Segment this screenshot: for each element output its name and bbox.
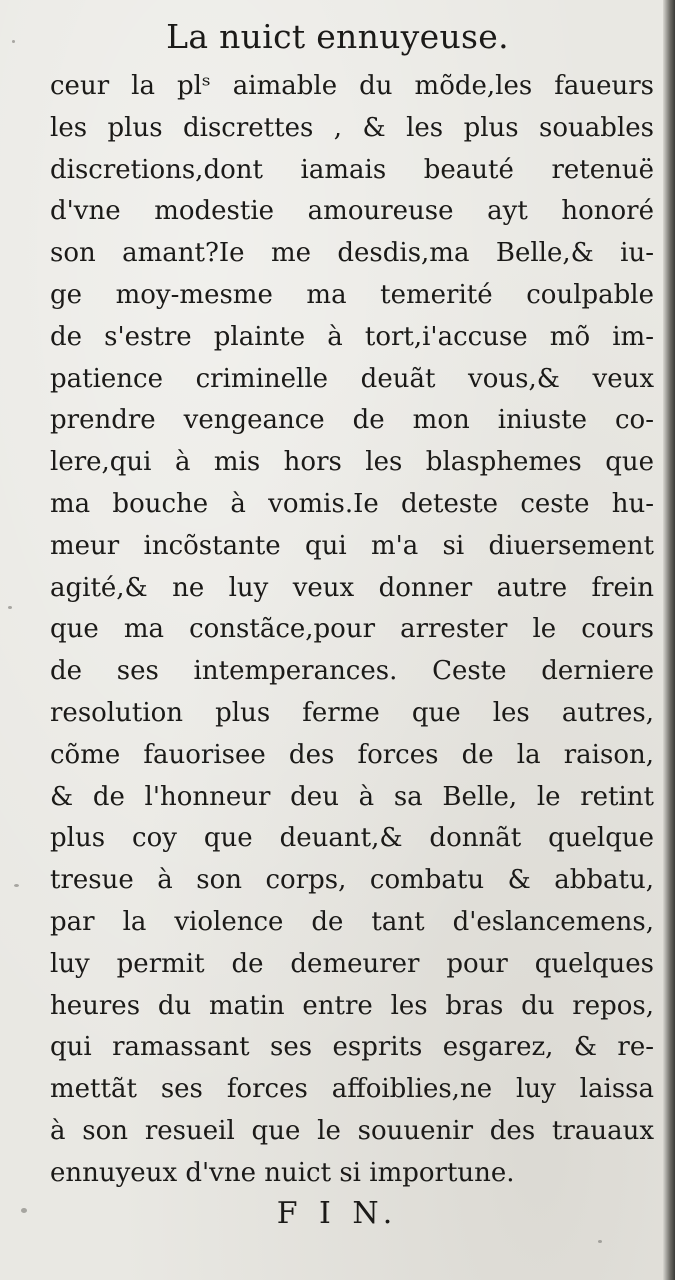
paper-speck xyxy=(14,884,19,887)
text-line: de ses intemperances. Ceste derniere xyxy=(50,656,654,687)
paper-speck xyxy=(598,1240,602,1243)
text-line: luy permit de demeurer pour quelques xyxy=(50,948,654,979)
page-gutter-shadow xyxy=(663,0,675,1280)
text-line: cõme fauorisee des forces de la raison, xyxy=(50,739,654,770)
text-line: ceur la plˢ aimable du mõde,les faueurs xyxy=(50,71,654,101)
text-line: ma bouche à vomis.Ie deteste ceste hu- xyxy=(50,488,654,519)
text-line: les plus discrettes , & les plus souables xyxy=(50,112,654,143)
text-line: lere,qui à mis hors les blasphemes que xyxy=(50,447,654,478)
text-line: heures du matin entre les bras du repos, xyxy=(50,990,654,1021)
text-line: que ma constãce,pour arrester le cours xyxy=(50,614,654,645)
running-head: La nuict ennuyeuse. xyxy=(166,17,509,56)
text-line: discretions,dont iamais beauté retenuë xyxy=(50,154,654,185)
text-line: ge moy-mesme ma temerité coulpable xyxy=(50,279,654,310)
paper-speck xyxy=(8,606,12,609)
text-line: d'vne modestie amoureuse ayt honoré xyxy=(50,196,654,227)
text-line: patience criminelle deuãt vous,& veux xyxy=(50,363,654,394)
text-line: tresue à son corps, combatu & abbatu, xyxy=(50,865,654,896)
text-line: par la violence de tant d'eslancemens, xyxy=(50,906,654,937)
text-line: plus coy que deuant,& donnãt quelque xyxy=(50,823,654,854)
text-line: de s'estre plainte à tort,i'accuse mõ im- xyxy=(50,321,654,352)
text-line: à son resueil que le souuenir des trauaux xyxy=(50,1115,654,1146)
text-line: & de l'honneur deu à sa Belle, le retint xyxy=(50,781,654,812)
body-text xyxy=(50,66,654,1195)
text-line: qui ramassant ses esprits esgarez, & re- xyxy=(50,1032,654,1063)
text-line: prendre vengeance de mon iniuste co- xyxy=(50,405,654,436)
text-line: agité,& ne luy veux donner autre frein xyxy=(50,572,654,603)
text-line: son amant?Ie me desdis,ma Belle,& iu- xyxy=(50,238,654,269)
finis-colophon: F I N. xyxy=(276,1196,399,1231)
text-line: mettãt ses forces affoiblies,ne luy laissa xyxy=(50,1074,654,1105)
text-line: ennuyeux d'vne nuict si importune. xyxy=(50,1157,515,1188)
text-line: meur incõstante qui m'a si diuersement xyxy=(50,530,654,561)
text-line: resolution plus ferme que les autres, xyxy=(50,697,654,728)
